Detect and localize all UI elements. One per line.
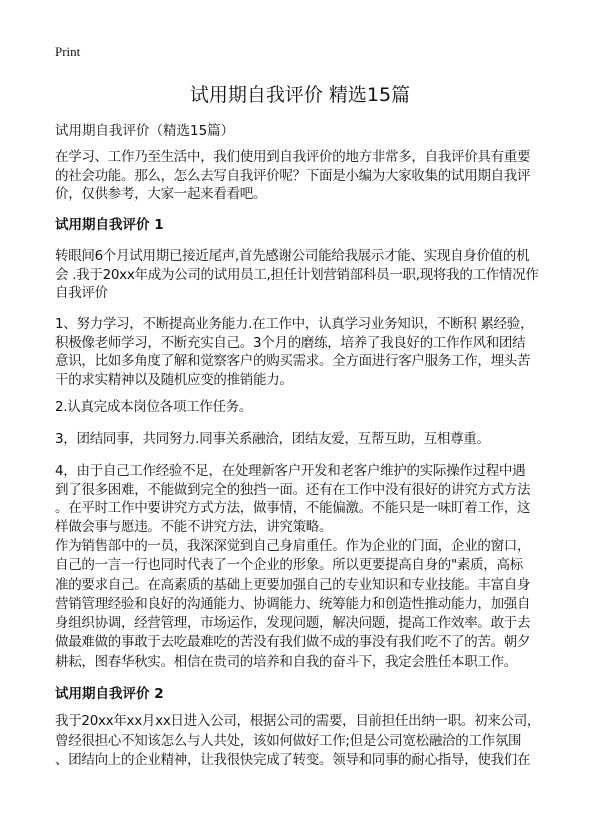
text-line: 在学习、工作乃至生活中，我们使用到自我评价的地方非常多，自我评价具有重要 (55, 149, 531, 165)
print-link[interactable]: Print (55, 44, 81, 59)
document-subtitle: 试用期自我评价（精选15篇） (55, 123, 235, 139)
text-line: 身组织协调，经营管理，市场运作，发现问题，解决问题，提高工作效率。敢于去 (55, 615, 531, 632)
paragraph (55, 462, 555, 536)
text-line: 自己的一言一行也同时代表了一个企业的形象。所以更要提高自身的"素质，高标 (55, 557, 523, 574)
text-line: 1、努力学习，不断提高业务能力.在工作中，认真学习业务知识，不断积 累经验， (55, 316, 534, 332)
text-line: 4，由于自己工作经验不足，在处理新客户开发和老客户维护的实际操作过程中遇 (55, 463, 526, 479)
text-line: 营销管理经验和良好的沟通能力、协调能力、统筹能力和创造性推动能力，加强自 (55, 595, 531, 612)
paragraph (55, 537, 555, 672)
text-line: 。在平时工作中要讲究方式方法，做事情，不能偏激。不能只是一味盯着工作，这 (55, 500, 531, 517)
text-line: 的社会功能。那么，怎么去写自我评价呢？下面是小编为大家收集的试用期自我评 (55, 167, 531, 184)
text-line: 准的要求自己。在高素质的基础上更要加强自己的专业知识和专业技能。丰富自身 (55, 576, 531, 593)
text-line: 意识，比如多角度了解和觉察客户的购买需求。全方面进行客户服务工作，埋头苦 (55, 353, 531, 370)
text-line: 、团结向上的企业精神，让我很快完成了转变。领导和同事的耐心指导，使我们在 (55, 752, 531, 768)
text-line: 做最难做的事敢于去吃最难吃的苦没有我们做不成的事没有我们吃不了的苦。朝夕 (55, 634, 531, 651)
page-title: 试用期自我评价 精选15篇 (189, 84, 411, 106)
text-line: 2.认真完成本岗位各项工作任务。 (55, 399, 253, 415)
text-line: 会 .我于20xx年成为公司的试用员工,担任计划营销部科员一职,现将我的工作情况作 (55, 266, 539, 283)
paragraph (55, 315, 555, 389)
text-line: 我于20xx年xx月xx日进入公司，根据公司的需要，目前担任出纳一职。初来公司， (55, 713, 541, 729)
text-line: 曾经很担心不知该怎么与人共处，该如何做好工作;但是公司宽松融洽的工作氛围 (55, 732, 522, 749)
text-line: 积极像老师学习，不断充实自己。3个月的磨练，培养了我良好的工作作风和团结 (55, 334, 526, 351)
text-line: 干的求实精神以及随机应变的推销能力。 (55, 371, 293, 388)
section-heading-1: 试用期自我评价 1 (55, 217, 164, 233)
text-line: 3，团结同事，共同努力.同事关系融洽，团结友爱，互帮互助，互相尊重。 (55, 431, 490, 447)
text-line: 价，仅供参考，大家一起来看看吧。 (55, 186, 267, 203)
paragraph (55, 712, 555, 771)
text-line: 自我评价 (55, 285, 108, 302)
text-line: 到了很多困难，不能做到完全的独挡一面。还有在工作中没有很好的讲究方式方法 (55, 481, 531, 498)
paragraph (55, 398, 555, 417)
text-line: 转眼间6个月试用期已接近尾声,首先感谢公司能给我展示才能、实现自身价值的机 (55, 248, 530, 264)
text-line: 作为销售部中的一员，我深深觉到自己身肩重任。作为企业的门面，企业的窗口， (55, 538, 531, 554)
text-line: 耕耘，图春华秋实。相信在贵司的培养和自我的奋斗下，我定会胜任本职工作。 (55, 653, 517, 670)
paragraph (55, 247, 555, 303)
intro-paragraph (55, 148, 555, 204)
paragraph (55, 430, 555, 449)
text-line: 样做会事与愿违。不能不讲究方法，讲究策略。 (55, 518, 333, 535)
section-heading-2: 试用期自我评价 2 (55, 686, 164, 702)
